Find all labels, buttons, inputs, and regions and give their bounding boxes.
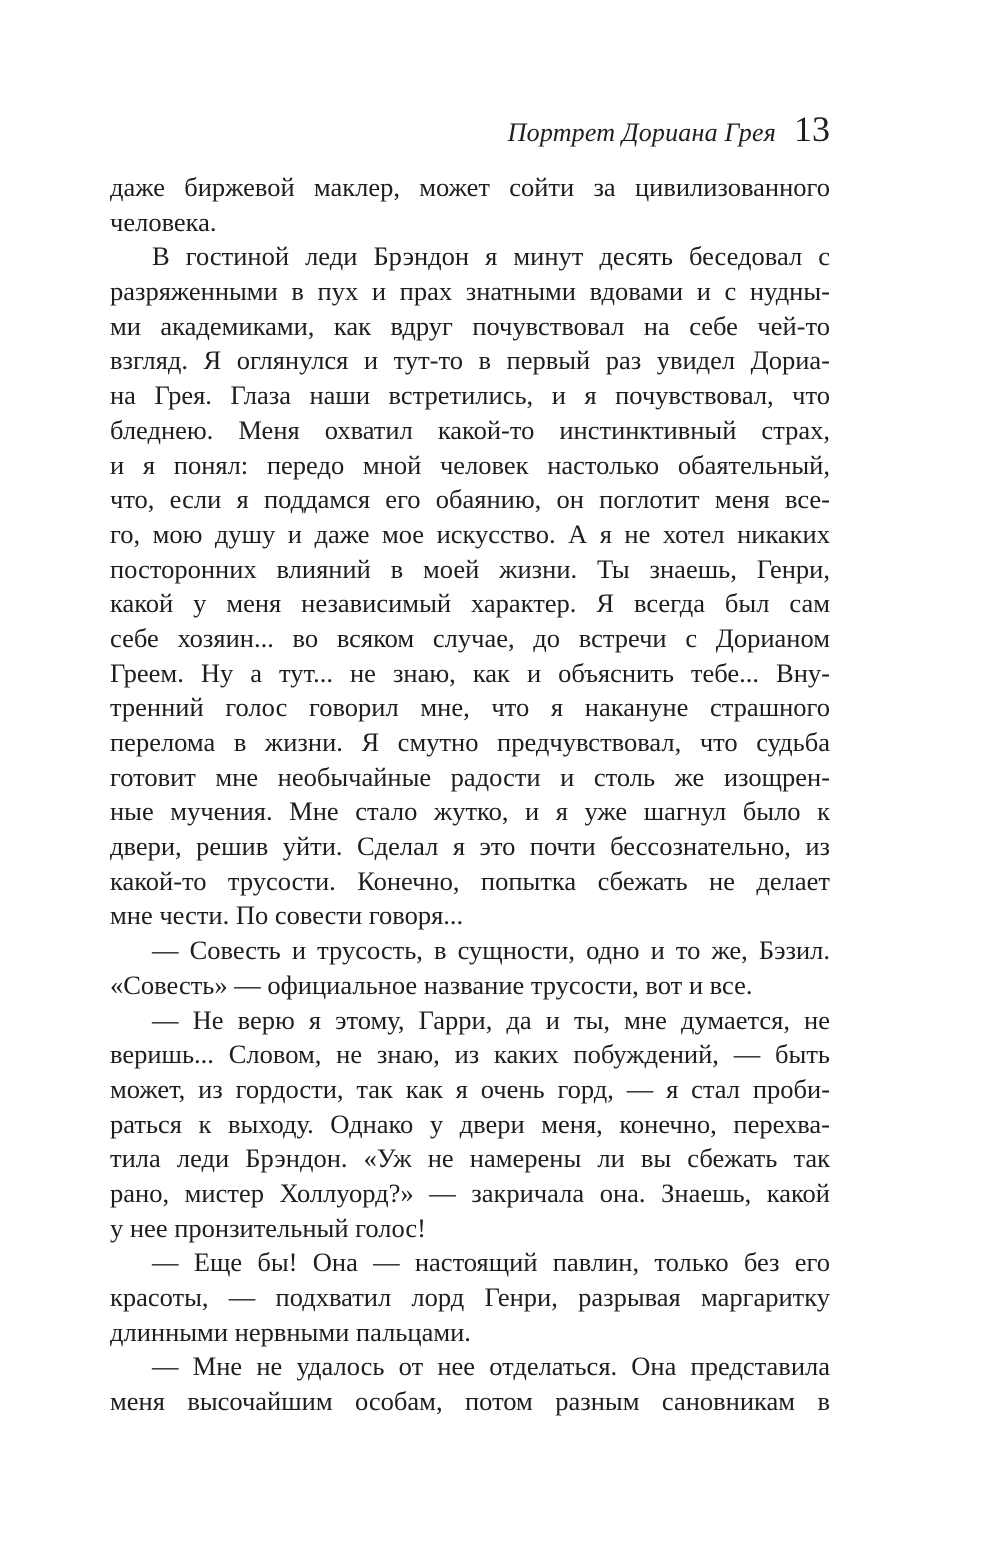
text-line: го, мою душу и даже мое искусство. А я не хотел никаких <box>110 518 830 549</box>
running-header-title: Портрет Дориана Грея <box>507 118 776 147</box>
text-line: «Совесть» — официальное название трусости, вот и все. <box>110 969 753 1000</box>
text-line: раться к выходу. Однако у двери меня, конечно, перехва- <box>110 1108 830 1139</box>
text-line: — Мне не удалось от нее отделаться. Она представила <box>152 1351 830 1382</box>
text-line: длинными нервными пальцами. <box>110 1316 471 1347</box>
text-line: рано, мистер Холлуорд?» — закричала она. Знаешь, какой <box>110 1177 830 1208</box>
text-line: тренний голос говорил мне, что я накануне страшного <box>110 692 830 723</box>
page-number: 13 <box>794 109 830 149</box>
text-line: веришь... Словом, не знаю, из каких побуждений, — быть <box>110 1039 830 1070</box>
text-line: может, из гордости, так как я очень горд, — я стал проби- <box>110 1073 830 1104</box>
text-line: какой-то трусости. Конечно, попытка сбежать не делает <box>110 865 830 896</box>
text-line: взгляд. Я оглянулся и тут-то в первый раз увидел Дориа- <box>110 345 830 376</box>
text-line: посторонних влияний в моей жизни. Ты знаешь, Генри, <box>110 553 830 584</box>
text-line: мне чести. По совести говоря... <box>110 900 464 931</box>
text-line: — Еще бы! Она — настоящий павлин, только без его <box>152 1247 830 1278</box>
text-line: на Грея. Глаза наши встретились, и я почувствовал, что <box>110 380 830 411</box>
text-line: себе хозяин... во всяком случае, до встречи с Дорианом <box>110 622 830 653</box>
text-line: красоты, — подхватил лорд Генри, разрывая маргаритку <box>110 1282 830 1312</box>
text-line: тила леди Брэндон. «Уж не намерены ли вы сбежать так <box>110 1143 830 1174</box>
text-line: ми академиками, как вдруг почувствовал на себе чей-то <box>110 310 830 341</box>
text-line: двери, решив уйти. Сделал я это почти бессознательно, из <box>110 831 830 862</box>
text-line: готовит мне необычайные радости и столь же изощрен- <box>110 761 830 792</box>
text-line: меня высочайшим особам, потом разным сановникам в <box>110 1386 830 1417</box>
text-line: разряженными в пух и прах знатными вдовами и с нудны- <box>110 276 830 307</box>
text-line: Греем. Ну а тут... не знаю, как и объяснить тебе... Вну- <box>110 657 830 688</box>
text-line: перелома в жизни. Я смутно предчувствовал, что судьба <box>110 727 830 757</box>
body-text <box>110 170 830 1419</box>
text-line: — Совесть и трусость, в сущности, одно и то же, Бэзил. <box>152 935 830 966</box>
text-line: что, если я поддамся его обаянию, он поглотит меня все- <box>110 484 830 515</box>
text-line: В гостиной леди Брэндон я минут десять беседовал с <box>152 241 830 272</box>
text-line: и я понял: передо мной человек настолько обаятельный, <box>110 449 830 480</box>
running-header <box>110 108 830 158</box>
text-line: даже биржевой маклер, может сойти за цивилизованного <box>110 172 830 202</box>
text-line: — Не верю я этому, Гарри, да и ты, мне думается, не <box>152 1004 830 1035</box>
text-line: какой у меня независимый характер. Я всегда был сам <box>110 588 830 619</box>
text-line: человека. <box>110 206 217 237</box>
text-line: у нее пронзительный голос! <box>110 1212 426 1243</box>
text-line: ные мучения. Мне стало жутко, и я уже шагнул было к <box>110 796 830 827</box>
text-line: бледнею. Меня охватил какой-то инстинктивный страх, <box>110 414 830 445</box>
